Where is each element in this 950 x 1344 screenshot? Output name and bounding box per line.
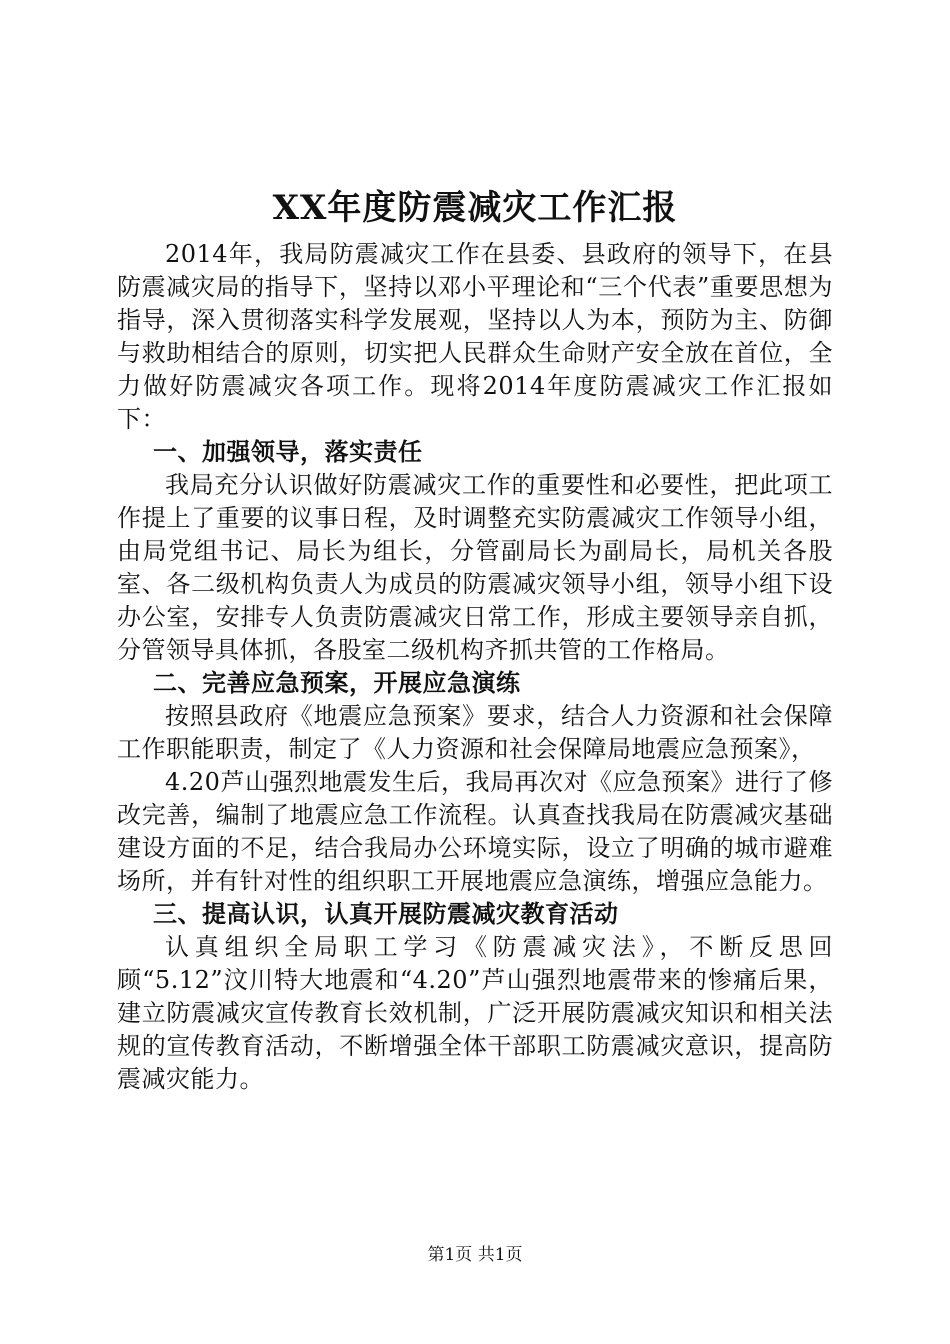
section-1-paragraph: 我局充分认识做好防震减灾工作的重要性和必要性，把此项工作提上了重要的议事日程，及时调整充实防震减灾工作领导小组，由局党组书记、局长为组长，分管副局长为副局长，局机关各股室、各二级机构负责人为成员的防震减灾领导小组，领导小组下设办公室，安排专人负责防震减灾日常工作，形成主要领导亲自抓，分管领导具体抓，各股室二级机构齐抓共管的工作格局。: [117, 471, 833, 664]
section-heading-2: 二、完善应急预案，开展应急演练: [153, 669, 521, 697]
intro-paragraph: 2014年，我局防震减灾工作在县委、县政府的领导下，在县防震减灾局的指导下，坚持以邓小平理论和“三个代表”重要思想为指导，深入贯彻落实科学发展观，坚持以人为本，预防为主、防御与救助相结合的原则，切实把人民群众生命财产安全放在首位，全力做好防震减灾各项工作。现将2014年度防震减灾工作汇报如下：: [117, 240, 833, 433]
section-heading-3: 三、提高认识，认真开展防震减灾教育活动: [153, 900, 619, 928]
section-2-paragraph-2: 4.20芦山强烈地震发生后，我局再次对《应急预案》进行了修改完善，编制了地震应急工作流程。认真查找我局在防震减灾基础建设方面的不足，结合我局办公环境实际，设立了明确的城市避难场所，并有针对性的组织职工开展地震应急演练，增强应急能力。: [117, 768, 833, 895]
document-title: XX年度防震减灾工作汇报: [272, 188, 678, 228]
section-heading-1: 一、加强领导，落实责任: [153, 438, 423, 466]
section-3-paragraph: 认真组织全局职工学习《防震减灾法》，不断反思回顾“5.12”汶川特大地震和“4.20”芦山强烈地震带来的惨痛后果，建立防震减灾宣传教育长效机制，广泛开展防震减灾知识和相关法规的宣传教育活动，不断增强全体干部职工防震减灾意识，提高防震减灾能力。: [117, 933, 833, 1093]
document-body: [117, 238, 833, 1096]
section-2-paragraph-1: 按照县政府《地震应急预案》要求，结合人力资源和社会保障工作职能职责，制定了《人力资源和社会保障局地震应急预案》，: [117, 702, 833, 763]
page-number-footer: 第1页 共1页: [427, 1245, 523, 1265]
